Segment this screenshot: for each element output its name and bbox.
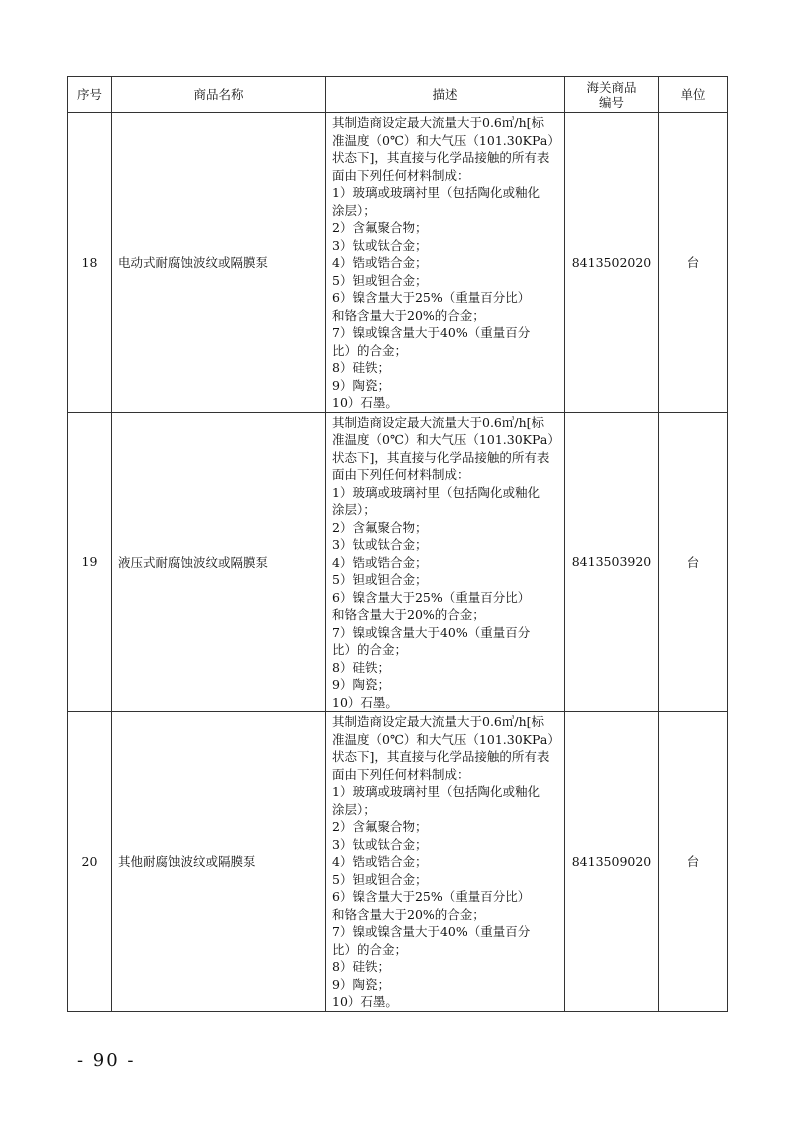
- description-line: 1）玻璃或玻璃衬里（包括陶化或釉化: [332, 484, 540, 500]
- description-line: 3）钛或钛合金；: [332, 237, 428, 253]
- header-desc: 描述: [326, 77, 565, 113]
- cell-customs-code: 8413503920: [565, 412, 659, 712]
- description-line: 3）钛或钛合金；: [332, 537, 428, 552]
- table-header: [68, 77, 728, 113]
- header-code-line2: 编号: [598, 94, 624, 110]
- header-code: [565, 77, 659, 113]
- cell-unit: 台: [659, 712, 728, 1012]
- description-line: 状态下]，其直接与化学品接触的所有表: [332, 449, 550, 465]
- description-line: 9）陶瓷；: [332, 976, 390, 992]
- description-line: 6）镍含量大于25%（重量百分比）: [332, 290, 531, 305]
- description-line: 10）石墨。: [332, 694, 398, 710]
- description-line: 准温度（0℃）和大气压（101.30KPa）: [332, 132, 560, 148]
- description-line: 其制造商设定最大流量大于0.6㎥/h[标: [332, 115, 545, 130]
- description-line: 4）锆或锆合金；: [332, 554, 428, 570]
- description-line: 7）镍或镍含量大于40%（重量百分: [332, 624, 531, 640]
- table-row: [68, 712, 728, 1012]
- description-line: 状态下]，其直接与化学品接触的所有表: [332, 150, 550, 165]
- header-name: 商品名称: [112, 77, 326, 113]
- cell-unit: 台: [659, 113, 728, 413]
- description-line: 2）含氟聚合物；: [332, 819, 428, 834]
- cell-seq: 18: [68, 113, 112, 413]
- cell-seq: 19: [68, 412, 112, 712]
- description-line: 其制造商设定最大流量大于0.6㎥/h[标: [332, 414, 545, 430]
- cell-goods-name: 液压式耐腐蚀波纹或隔膜泵: [112, 412, 326, 712]
- goods-table: [67, 76, 728, 1012]
- description-line: 面由下列任何材料制成：: [332, 167, 470, 183]
- description-line: 比）的合金；: [332, 642, 408, 657]
- table-row: [68, 113, 728, 413]
- description-line: 1）玻璃或玻璃衬里（包括陶化或釉化: [332, 185, 540, 200]
- description-line: 准温度（0℃）和大气压（101.30KPa）: [332, 432, 560, 447]
- description-line: 8）硅铁；: [332, 959, 390, 974]
- description-line: 6）镍含量大于25%（重量百分比）: [332, 889, 531, 904]
- description-line: 4）锆或锆合金；: [332, 854, 428, 869]
- header-seq: 序号: [68, 77, 112, 113]
- description-line: 9）陶瓷；: [332, 677, 390, 692]
- description-line: 2）含氟聚合物；: [332, 519, 428, 535]
- header-unit: 单位: [659, 77, 728, 113]
- header-code-line1: 海关商品: [586, 79, 637, 95]
- description-line: 7）镍或镍含量大于40%（重量百分: [332, 325, 531, 340]
- description-line: 涂层）；: [332, 202, 376, 218]
- page-number: - 90 -: [77, 1050, 136, 1071]
- cell-seq: 20: [68, 712, 112, 1012]
- description-line: 7）镍或镍含量大于40%（重量百分: [332, 924, 531, 939]
- description-line: 和铬含量大于20%的合金；: [332, 906, 485, 922]
- description-line: 1）玻璃或玻璃衬里（包括陶化或釉化: [332, 784, 540, 799]
- description-line: 5）钽或钽合金；: [332, 272, 428, 288]
- description-line: 比）的合金；: [332, 941, 408, 957]
- cell-goods-name: 其他耐腐蚀波纹或隔膜泵: [112, 712, 326, 1012]
- cell-description: [326, 712, 565, 1012]
- cell-description: [326, 412, 565, 712]
- description-line: 10）石墨。: [332, 994, 398, 1009]
- cell-description: [326, 113, 565, 413]
- description-line: 10）石墨。: [332, 395, 398, 410]
- description-line: 6）镍含量大于25%（重量百分比）: [332, 589, 531, 605]
- description-line: 面由下列任何材料制成：: [332, 467, 470, 482]
- description-line: 涂层）；: [332, 801, 376, 817]
- description-line: 5）钽或钽合金；: [332, 871, 428, 887]
- description-line: 5）钽或钽合金；: [332, 572, 428, 587]
- description-line: 3）钛或钛合金；: [332, 836, 428, 852]
- header-row: [68, 77, 728, 113]
- description-line: 和铬含量大于20%的合金；: [332, 307, 485, 323]
- description-line: 8）硅铁；: [332, 659, 390, 675]
- description-line: 比）的合金；: [332, 342, 408, 358]
- description-line: 8）硅铁；: [332, 360, 390, 375]
- description-line: 准温度（0℃）和大气压（101.30KPa）: [332, 731, 560, 747]
- cell-goods-name: 电动式耐腐蚀波纹或隔膜泵: [112, 113, 326, 413]
- description-line: 涂层）；: [332, 502, 376, 517]
- cell-customs-code: 8413509020: [565, 712, 659, 1012]
- description-line: 其制造商设定最大流量大于0.6㎥/h[标: [332, 714, 545, 729]
- cell-unit: 台: [659, 412, 728, 712]
- table-body: [68, 113, 728, 1012]
- table-row: [68, 412, 728, 712]
- cell-customs-code: 8413502020: [565, 113, 659, 413]
- description-line: 4）锆或锆合金；: [332, 255, 428, 270]
- description-line: 2）含氟聚合物；: [332, 220, 428, 235]
- description-line: 状态下]，其直接与化学品接触的所有表: [332, 749, 550, 764]
- description-line: 和铬含量大于20%的合金；: [332, 607, 485, 622]
- description-line: 面由下列任何材料制成：: [332, 766, 470, 782]
- description-line: 9）陶瓷；: [332, 377, 390, 393]
